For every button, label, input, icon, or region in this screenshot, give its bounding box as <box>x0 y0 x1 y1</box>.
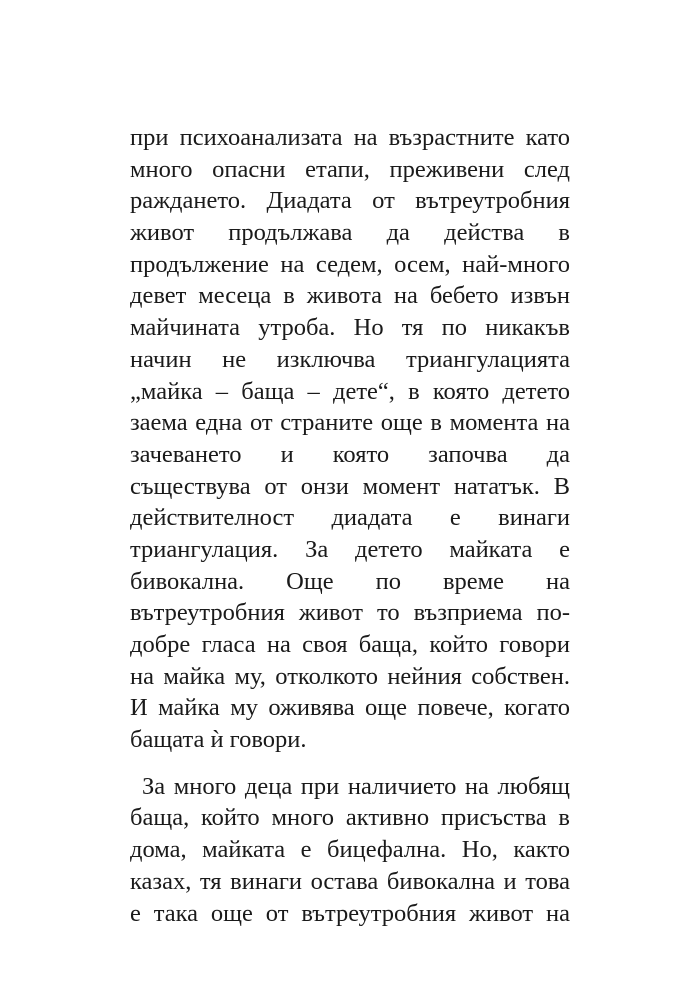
text-line: вътреутробния живот то възприема по- <box>130 599 570 627</box>
text-line: съществува от онзи момент нататък. В <box>130 472 570 500</box>
text-line: девет месеца в живота на бебето извън <box>130 282 570 310</box>
text-line: За много деца при наличието на любящ <box>142 772 570 800</box>
text-line: продължение на седем, осем, най-много <box>130 250 570 278</box>
text-line: добре гласа на своя баща, който говори <box>130 631 570 658</box>
text-line: раждането. Диадата от вътреутробния <box>130 187 570 215</box>
text-line: е така още от вътреутробния живот на <box>130 899 570 927</box>
text-line: начин не изключва триангулацията <box>130 345 570 373</box>
text-line: баща, който много активно присъства в <box>130 804 570 832</box>
text-line: действителност диадата е винаги <box>130 504 570 532</box>
body-text <box>130 122 570 929</box>
text-line: на майка му, отколкото нейния собствен. <box>130 662 570 690</box>
text-line: И майка му оживява още повече, когато <box>130 694 570 722</box>
paragraph-gap <box>130 756 570 771</box>
text-line: живот продължава да действа в <box>130 219 570 247</box>
text-line: дома, майката е бицефална. Но, както <box>130 836 570 864</box>
text-line: „майка – баща – дете“, в която детето <box>130 377 570 405</box>
text-line: майчината утроба. Но тя по никакъв <box>130 314 570 342</box>
paragraph-1 <box>130 122 570 756</box>
text-line: при психоанализата на възрастните като <box>130 124 570 151</box>
text-line: зачеването и която започва да <box>130 440 570 468</box>
text-line: триангулация. За детето майката е <box>130 535 570 563</box>
text-line: казах, тя винаги остава бивокална и това <box>130 867 570 895</box>
text-line: бащата ѝ говори. <box>130 726 307 754</box>
text-line: много опасни етапи, преживени след <box>130 155 570 183</box>
text-line: заема една от страните още в момента на <box>130 409 570 437</box>
text-line: бивокална. Още по време на <box>130 567 570 595</box>
paragraph-2 <box>130 771 570 929</box>
